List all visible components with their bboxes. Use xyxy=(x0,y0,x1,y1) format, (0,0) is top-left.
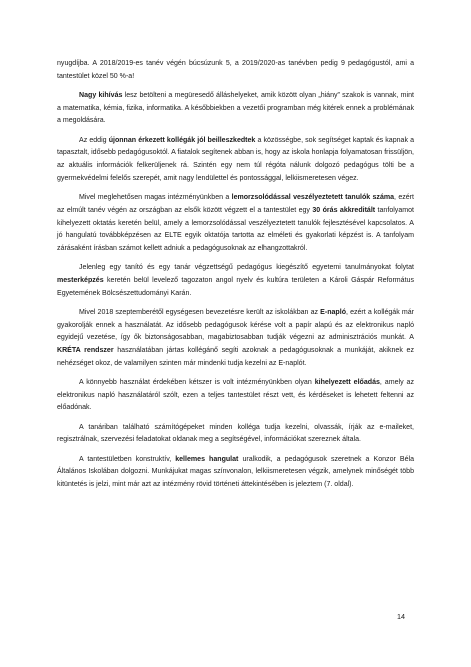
paragraph-e-diary xyxy=(57,307,414,371)
paragraph-atmosphere xyxy=(57,454,414,492)
emphasis-text: 30 órás akkreditált xyxy=(312,206,376,214)
text-run: , ezért a kollégák már gyakorolják ennek a használatát. Az idősebb pedagógusok kérése volt a papír alapú és az elektronikus napló egyidejű vezetése, így ők biztonságosabban, magabiztosabban tudják végezni az adminisztrációs munkát. A xyxy=(57,308,414,342)
emphasis-text: KRÉTA rendszer xyxy=(57,347,114,355)
text-run: nyugdíjba. A 2018/2019-es tanév végén búcsúzunk 5, a 2019/2020-as tanévben pedig 9 pedagógustól, ami a tantestület közel 50 %-a! xyxy=(57,60,414,80)
text-run: , ezért az elmúlt tanév végén az országban az elsők között végzett el a tantestület egy xyxy=(57,194,414,214)
emphasis-text: kihelyezett előadás xyxy=(314,379,380,387)
emphasis-text: lemorzsolódással veszélyeztetett tanulók száma xyxy=(231,194,395,202)
text-run: Az eddig xyxy=(79,136,109,144)
text-run: A könnyebb használat érdekében kétszer is volt intézményünkben olyan xyxy=(79,379,315,387)
emphasis-text: kellemes hangulat xyxy=(175,455,239,463)
paragraph-challenge xyxy=(57,90,414,128)
text-run: A tanáriban található számítógépeket minden kolléga tudja kezelni, olvassák, írják az e-maileket, regisztrálnak, szervezési feladatokat oldanak meg a segítségével, információkat szereznek általa. xyxy=(57,423,414,444)
text-run: lesz betölteni a megüresedő álláshelyeket, amik között olyan „hiány” szakok is vannak, mint a matematika, kémia, fizika, informatika. A későbbiekben a vezetői programban még kitérek ennek a problémának a megoldására. xyxy=(57,92,414,125)
emphasis-text: újonnan érkezett kollégák jól beilleszkedtek xyxy=(108,136,256,144)
text-run: , amely az elektronikus napló használatáról szólt, ezen a teljes tantestület részt vett, és kérdéseket is lehetett feltenni az előadónak. xyxy=(57,379,414,412)
text-run: uralkodik, a pedagógusok szeretnek a Konzor Béla Általános Iskolában dolgozni. Munkájukat magas színvonalon, lelkiismeretesen végzik, amelynek minőségét több kitüntetés is jelzi, mint már azt az intézmény rövid történeti áttekintésében is jeleztem (7. oldal). xyxy=(57,455,414,489)
page-number: 14 xyxy=(397,612,405,621)
paragraph-new-colleagues xyxy=(57,135,414,186)
text-run: a közösségbe, sok segítséget kaptak és kapnak a tapasztalt, idősebb pedagógusoktól. A fiatalok segítenek abban is, hogy az iskola honlapja folyamatosan frissüljön, az aktuális információk felkerüljenek rá. Szintén egy nem túl régóta nálunk dolgozó pedagógus tölti be a gyermekvédelmi felelős szerepét, amit nagy lendülettel és pontossággal, lelkiismeretesen végez. xyxy=(57,136,415,182)
paragraph-retirement xyxy=(57,58,414,83)
text-run: Jelenleg egy tanító és egy tanár végzettségű pedagógus kiegészítő egyetemi tanulmányokat folytat xyxy=(79,264,414,272)
text-run: Mivel meglehetősen magas intézményünkben a xyxy=(79,194,232,202)
text-run: A tantestületben konstruktív, xyxy=(79,455,176,463)
paragraph-lecture xyxy=(57,377,414,415)
paragraph-computers xyxy=(57,422,414,447)
emphasis-text: E-napló xyxy=(320,308,346,316)
text-run: használatában jártas kollégánő segíti azoknak a pedagógusoknak a munkáját, akiknek ez nehézséget okoz, de valamilyen szinten már mindenki tudja kezelni az E-naplót. xyxy=(57,347,414,367)
emphasis-text: mesterképzés xyxy=(57,276,104,284)
body-text xyxy=(57,58,414,498)
emphasis-text: Nagy kihívás xyxy=(79,92,123,99)
text-run: keretén belül levelező tagozaton angol nyelv és kultúra területen a Károli Gáspár Református Egyetemének Bölcsészettudományi Karán. xyxy=(57,276,414,297)
text-run: Mivel 2018 szeptemberétől egységesen bevezetésre került az iskolákban az xyxy=(79,308,321,316)
paragraph-dropout-training xyxy=(57,192,414,256)
paragraph-masters-studies xyxy=(57,262,414,300)
text-run: tanfolyamot kihelyezett oktatás keretén belül, amely a lemorzsolódással veszélyeztetett tanulók fejlesztésével kapcsolatos. A jó hangulatú továbbképzésen az ELTE egyik oktatója tartotta az elméleti és gyakorlati képzést is. A tanfolyam zárásaként írásban számot kellett adniuk a pedagógusoknak az elhangzottakról. xyxy=(57,206,414,252)
